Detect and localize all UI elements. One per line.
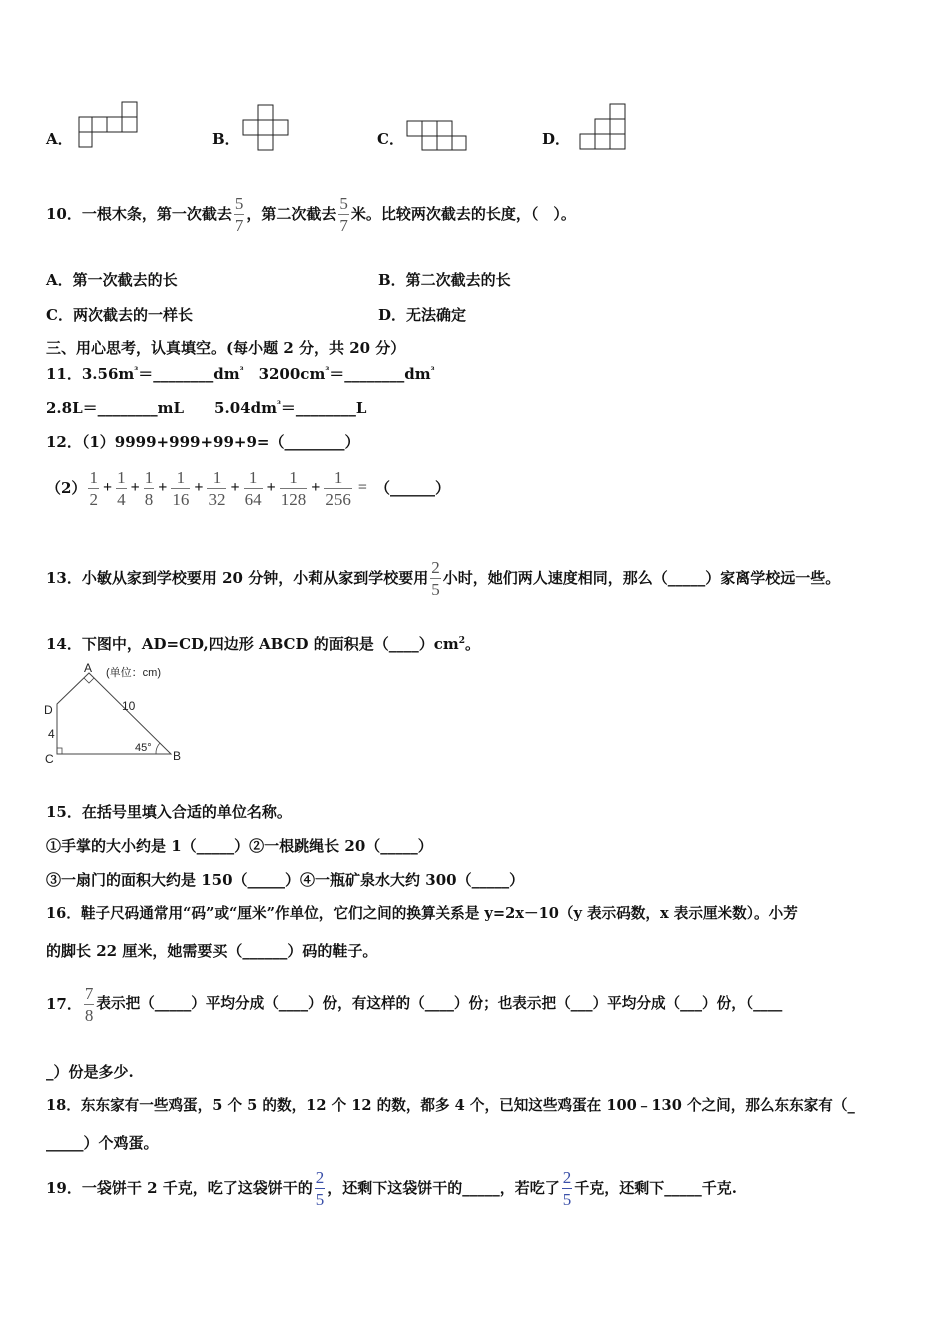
vertex-b-label: B bbox=[173, 749, 182, 763]
q11-blank-2: ＝________dm bbox=[329, 365, 431, 383]
q17-line-2: _）份是多少. bbox=[46, 1063, 134, 1081]
q12-fraction: $\frac{1}{4}$ bbox=[117, 467, 126, 509]
q11-blank-1: ＝________dm bbox=[138, 365, 240, 383]
vertex-d-label: D bbox=[44, 703, 53, 717]
q17-stem bbox=[46, 974, 782, 1034]
q10-text-1: 10．一根木条，第一次截去 bbox=[46, 205, 232, 223]
side-cd-length: 4 bbox=[48, 727, 55, 741]
q19-text-3: 千克，还剩下_____千克. bbox=[574, 1179, 738, 1197]
q11-item-1: 3.56m bbox=[81, 365, 135, 383]
q9-option-c-net bbox=[406, 120, 470, 154]
q9-option-b-label: B． bbox=[212, 130, 240, 148]
plus-sign: + bbox=[194, 479, 204, 496]
q10-option-d: D．无法确定 bbox=[378, 306, 467, 324]
q12-part-1: 12．（1）9999+999+99+9=（________） bbox=[46, 433, 360, 451]
q12-answer-blank: （______） bbox=[374, 479, 450, 497]
plus-sign: + bbox=[158, 479, 168, 496]
q10-stem bbox=[46, 186, 576, 242]
q16-line-1: 16．鞋子尺码通常用“码”或“厘米”作单位，它们之间的换算关系是 y=2x－10（y 表示码数，x 表示厘米数）。小芳 bbox=[46, 905, 798, 922]
q10-option-c: C．两次截去的一样长 bbox=[46, 306, 193, 324]
q10-fraction-2 bbox=[338, 195, 349, 234]
q17-text: 表示把（_____）平均分成（____）份，有这样的（____）份；也表示把（___）平均分成（___）份，（____ bbox=[96, 995, 783, 1012]
q11-line-2: 2.8L＝________mL $5.04dm^{^3}=\_\_\_\_\_\_\_\_L$ bbox=[46, 399, 367, 417]
q10-option-b: B．第二次截去的长 bbox=[378, 271, 511, 289]
q11-prefix: 11． bbox=[46, 365, 82, 383]
q12-fraction: $\frac{1}{256}$ bbox=[325, 467, 351, 509]
q9-option-b-net bbox=[242, 104, 292, 152]
q19-stem bbox=[46, 1163, 737, 1213]
numerator: 5 bbox=[234, 193, 244, 213]
angle-label: 45° bbox=[135, 742, 152, 754]
equals-sign: = bbox=[357, 479, 367, 496]
q10-option-a: A．第一次截去的长 bbox=[46, 271, 178, 289]
vertex-c-label: C bbox=[45, 752, 54, 766]
q10-fraction-1 bbox=[234, 195, 245, 234]
q15-title: 15．在括号里填入合适的单位名称。 bbox=[46, 803, 292, 821]
plus-sign: + bbox=[266, 479, 276, 496]
q14-stem: 14．下图中，AD=CD,四边形 ABCD 的面积是$(\_\_\_\_)cm^2$。 bbox=[46, 635, 480, 653]
q9-option-d-label: D． bbox=[542, 130, 571, 148]
q11-item-2: 3200cm bbox=[243, 365, 326, 383]
side-ab-length: 10 bbox=[122, 699, 136, 713]
vertex-a-label: A bbox=[84, 661, 93, 675]
q12-fraction: $\frac{1}{8}$ bbox=[144, 467, 154, 509]
q11-item-3: 2.8L＝________mL 5.04dm bbox=[46, 399, 277, 417]
q12-fraction: $\frac{1}{16}$ bbox=[172, 467, 190, 509]
q19-fraction-2: $\frac{2}{5}$ bbox=[562, 1167, 572, 1209]
q13-stem bbox=[46, 550, 840, 606]
q16-line-2: 的脚长 22 厘米，她需要买（______）码的鞋子。 bbox=[46, 942, 378, 960]
q12-part-2 bbox=[46, 462, 450, 514]
q13-fraction: $\frac{2}{5}$ bbox=[431, 557, 440, 599]
q13-text-1: 13．小敏从家到学校要用 20 分钟，小莉从家到学校要用 bbox=[46, 569, 429, 587]
q12-part-2-prefix: （2） bbox=[46, 479, 87, 497]
q11-blank-4: ＝________L bbox=[280, 399, 367, 417]
plus-sign: + bbox=[230, 479, 240, 496]
q12-fraction: $\frac{1}{32}$ bbox=[208, 467, 226, 509]
unit-label: (单位：cm) bbox=[106, 667, 161, 679]
q10-text-3: 米。比较两次截去的长度，（ ）。 bbox=[350, 205, 576, 223]
q11-line-1: 11．$3.56m^{^3}=\_\_\_\_\_\_\_\_dm^{^3}$ $3200cm^{^3}=\_\_\_\_\_\_\_\_dm^{^3}$ bbox=[46, 365, 435, 383]
q19-text-1: 19．一袋饼干 2 千克，吃了这袋饼干的 bbox=[46, 1179, 313, 1197]
denominator: 7 bbox=[234, 215, 244, 235]
q9-option-a-label: A． bbox=[46, 130, 73, 148]
section-3-heading: 三、用心思考，认真填空。(每小题 2 分，共 20 分） bbox=[46, 339, 406, 357]
numerator: 5 bbox=[339, 193, 348, 213]
q15-line-1: ①手掌的大小约是 1（_____）②一根跳绳长 20（_____） bbox=[46, 837, 433, 855]
q9-option-d-net bbox=[579, 103, 629, 153]
plus-sign: + bbox=[102, 479, 113, 496]
plus-sign: + bbox=[311, 479, 321, 496]
q15-line-2: ③一扇门的面积大约是 150（_____）④一瓶矿泉水大约 300（_____） bbox=[46, 871, 525, 889]
q10-text-2: ，第二次截去 bbox=[246, 205, 337, 223]
q19-text-2: ，还剩下这袋饼干的_____，若吃了 bbox=[327, 1179, 560, 1197]
q17-prefix: 17． bbox=[46, 995, 82, 1013]
q9-option-c-label: C． bbox=[377, 130, 404, 148]
q14-quadrilateral-figure bbox=[40, 660, 200, 770]
denominator: 7 bbox=[339, 215, 348, 235]
q9-option-a-net bbox=[78, 101, 140, 149]
q18-line-1: 18．东东家有一些鸡蛋，5 个 5 的数，12 个 12 的数，都多 4 个，已知这些鸡蛋在 100﹣130 个之间，那么东东家有（_ bbox=[46, 1097, 855, 1114]
q18-line-2: _____）个鸡蛋。 bbox=[46, 1134, 159, 1152]
q13-text-2: 小时，她们两人速度相同，那么（_____）家离学校远一些。 bbox=[442, 569, 841, 587]
q19-fraction-1: $\frac{2}{5}$ bbox=[315, 1167, 325, 1209]
q12-fraction: $\frac{1}{64}$ bbox=[244, 467, 262, 509]
q17-fraction: $\frac{7}{8}$ bbox=[84, 983, 94, 1025]
q12-fraction: $\frac{1}{2}$ bbox=[89, 467, 98, 509]
plus-sign: + bbox=[130, 479, 140, 496]
q12-fraction: $\frac{1}{128}$ bbox=[280, 467, 307, 509]
